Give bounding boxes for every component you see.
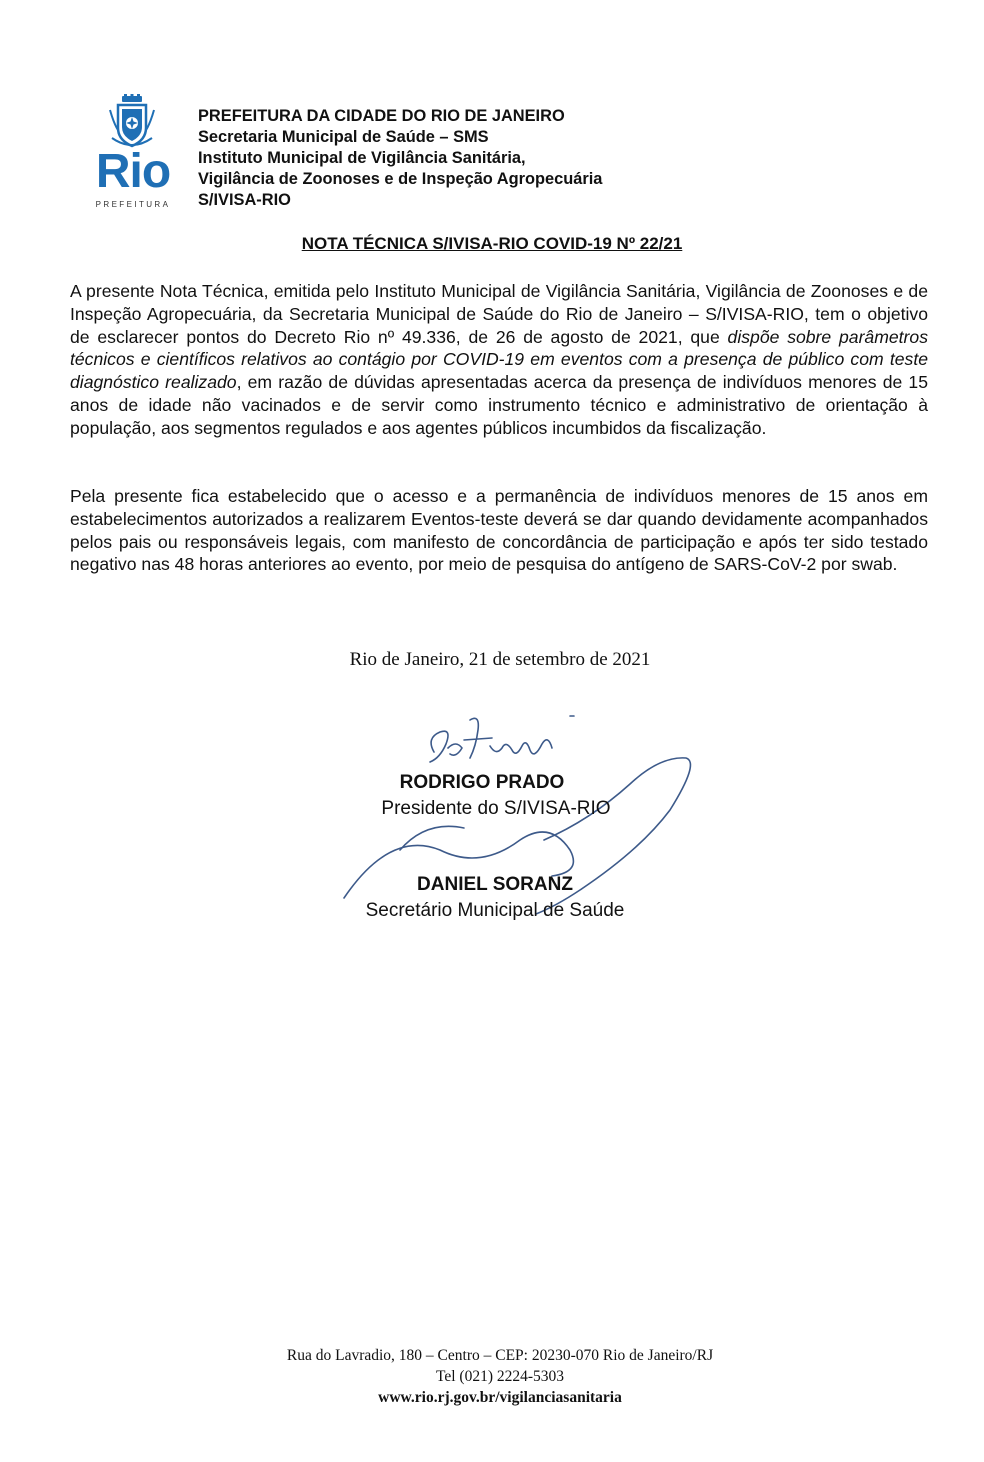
- paragraph-objective-text-start: A presente Nota Técnica, emitida pelo Instituto Municipal de Vigilância Sanitária, Vigilância de Zoonoses e de Inspeção Agropecuária, da Secretaria Municipal de Saúde do Rio de Janeiro – S/IVISA-RIO, tem o objetivo de esclarecer pontos do Decreto Rio nº 49.336, de 26 de agosto de 2021, que: [70, 281, 928, 347]
- paragraph-determination: Pela presente fica estabelecido que o acesso e a permanência de indivíduos menores de 15 anos em estabelecimentos autorizados a realizarem Eventos-teste deverá se dar quando devidamente acompanhados pelos pais ou responsáveis legais, com manifesto de concordância de participação e após ter sido testado negativo nas 48 horas anteriores ao evento, por meio de pesquisa do antígeno de SARS-CoV-2 por swab.: [70, 486, 928, 575]
- paragraph-objective: [70, 280, 928, 440]
- header-line-secretaria: Secretaria Municipal de Saúde – SMS: [198, 128, 489, 146]
- document-footer: [0, 1345, 984, 1408]
- decree-subject-italic: dispõe sobre parâmetros técnicos e científicos relativos ao contágio por COVID-19 em eventos com a presença de público com teste diagnóstico realizado: [70, 326, 928, 393]
- logo-subtitle: PREFEITURA: [95, 200, 171, 209]
- header-line-sigla: S/IVISA-RIO: [198, 191, 291, 209]
- signature-rodrigo-prado: [430, 718, 552, 762]
- rio-coat-of-arms-icon: [106, 94, 158, 150]
- header-line-vigilancia: Vigilância de Zoonoses e de Inspeção Agropecuária: [198, 170, 603, 188]
- header-line-prefeitura: PREFEITURA DA CIDADE DO RIO DE JANEIRO: [198, 107, 565, 125]
- document-title: NOTA TÉCNICA S/IVISA-RIO COVID-19 Nº 22/21: [301, 234, 683, 253]
- signatory-role-rodrigo: Presidente do S/IVISA-RIO: [381, 798, 611, 819]
- institution-header: [198, 106, 602, 211]
- signatory-name-rodrigo: RODRIGO PRADO: [399, 772, 565, 793]
- prefeitura-rio-logo: [88, 94, 184, 214]
- document-date: Rio de Janeiro, 21 de setembro de 2021: [349, 649, 651, 670]
- footer-website-link[interactable]: www.rio.rj.gov.br/vigilanciasanitaria: [378, 1389, 622, 1406]
- footer-phone: Tel (021) 2224-5303: [435, 1368, 565, 1385]
- logo-wordmark: Rio: [95, 145, 171, 198]
- paragraph-objective-text-end: , em razão de dúvidas apresentadas acerca da presença de indivíduos menores de 15 anos de idade não vacinados e de servir como instrumento técnico e administrativo de orientação à população, aos segmentos regulados e aos agentes públicos incumbidos da fiscalização.: [70, 372, 928, 438]
- signatory-name-daniel: DANIEL SORANZ: [417, 874, 573, 895]
- signatory-role-daniel: Secretário Municipal de Saúde: [365, 900, 625, 921]
- footer-address: Rua do Lavradio, 180 – Centro – CEP: 20230-070 Rio de Janeiro/RJ: [286, 1347, 714, 1364]
- header-line-instituto: Instituto Municipal de Vigilância Sanitária,: [198, 149, 526, 167]
